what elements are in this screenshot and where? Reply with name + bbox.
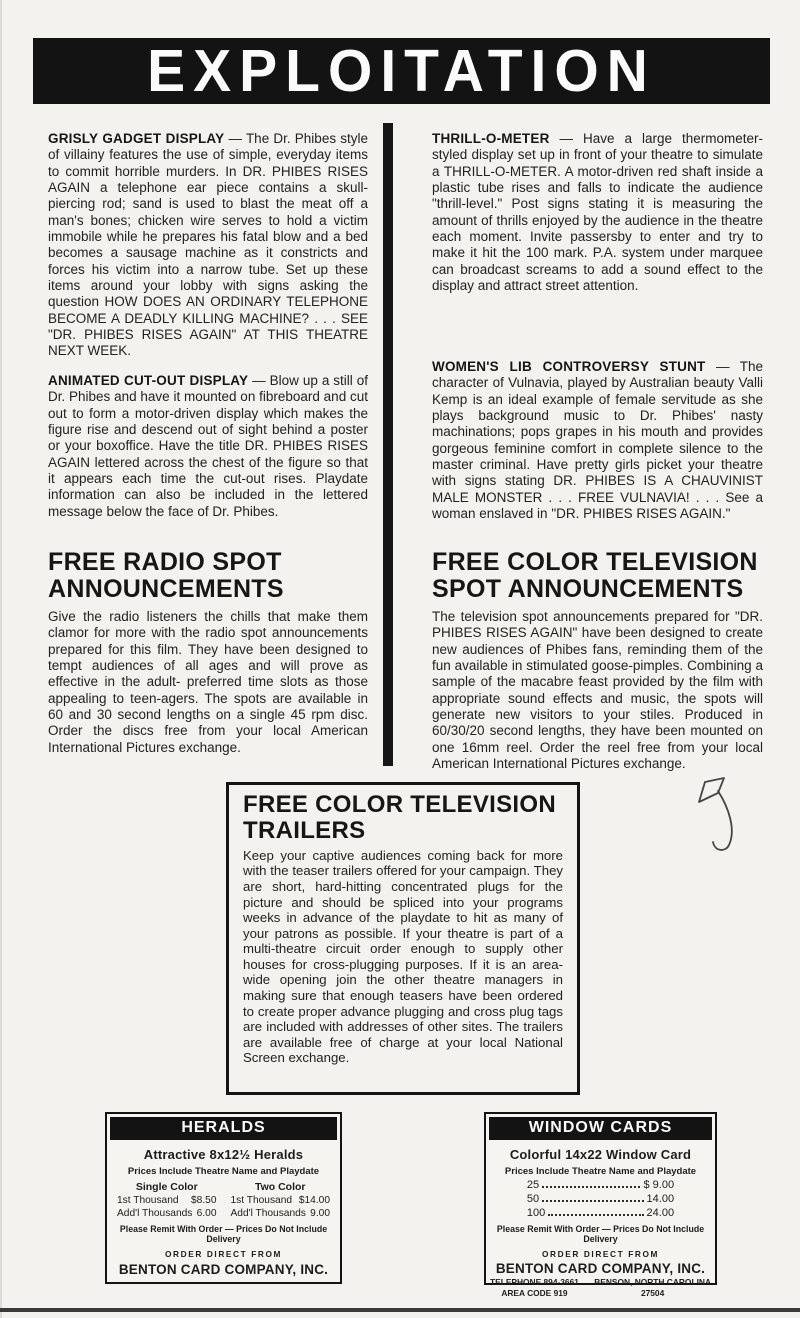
animated-body: — Blow up a still of Dr. Phibes and have it mounted on fibreboard and cut out to form a motor-driven display which makes the figure rise and descend out of sight behind a poster or your boxoffice. Have the title DR. PHIBES RISES AGAIN lettered across the chest of the figure so that it appears each time the cut-out rises. Playdate information can also be included in the lettered message below the face of Dr. Phibes. [48,373,368,519]
heralds-subtitle: Attractive 8x12½ Heralds [143,1147,304,1162]
thrill-lead: THRILL-O-METER [432,131,550,146]
window-cards-note: Prices Include Theatre Name and Playdate [504,1166,697,1177]
grisly-paragraph [48,131,368,360]
radio-heading-line1: FREE RADIO SPOT [48,548,282,576]
price-value: 9.00 [310,1208,330,1219]
radio-spots-section [48,549,368,756]
heralds-price-row [110,1208,337,1219]
window-cards-box [484,1112,717,1298]
price-value: $14.00 [298,1195,330,1206]
banner-title: EXPLOITATION [147,37,656,105]
qty: 100 [526,1207,546,1219]
thrill-body: — Have a large thermometer-styled display set up in front of your theatre to simulate a THRILL-O-METER. A motor-driven red shaft inside a plastic tube rises and falls to indicate the audience "thrill-level." Post signs stating it is measuring the amount of thrills enjoyed by the audience in the theatre each moment. Invite passersby to enter and try to make it hit the 100 mark. P.A. system under marquee can broadcast screams to add a sound effect to the display and attract street attention. [432,131,763,293]
grisly-body: — The Dr. Phibes style of villainy features the use of simple, everyday items to commit horrible murders. In DR. PHIBES RISES AGAIN a telephone ear piece contains a skull-piercing rod; sand is used to blast the meat off a man's bones; chicken wire serves to hold a victim immobile while he prepares his fatal blow and a bed becomes a sausage machine as it constricts and forces his victim into a narrow tube. Set up these items around your lobby with signs asking the question HOW DOES AN ORDINARY TELEPHONE BECOME A DEADLY KILLING MACHINE? . . . SEE "DR. PHIBES RISES AGAIN" AT THIS THEATRE NEXT WEEK. [48,131,369,359]
radio-heading-line2: ANNOUNCEMENTS [48,575,284,603]
tv-spots-heading-line1: FREE COLOR TELEVISION [432,548,758,576]
heralds-order-from: ORDER DIRECT FROM [164,1249,283,1259]
price-label: 1st Thousand [117,1195,179,1206]
window-cards-order-from: ORDER DIRECT FROM [541,1249,660,1259]
animated-lead: ANIMATED CUT-OUT DISPLAY [48,373,249,388]
window-cards-title: WINDOW CARDS [489,1117,712,1140]
price-value: 6.00 [196,1208,217,1219]
tv-trailers-box [226,782,580,1095]
womens-lead: WOMEN'S LIB CONTROVERSY STUNT [432,359,706,374]
tv-spots-heading [432,549,763,603]
window-cards-remit-note: Please Remit With Order — Prices Do Not Include Delivery [496,1224,705,1244]
animated-paragraph [48,373,368,520]
price-value: 14.00 [646,1193,675,1205]
window-cards-footer [489,1277,712,1298]
trailers-heading-line2: TRAILERS [243,816,366,844]
window-cards-phone [490,1277,579,1298]
tv-spots-heading-line2: SPOT ANNOUNCEMENTS [432,575,744,603]
womens-body: — The character of Vulnavia, played by Australian beauty Valli Kemp is an ideal example of female servitude as she plays background music to Dr. Phibes' nasty machinations; pops grapes in his mouth and provides gorgeous feminine comfort in complete silence to the master criminal. Have pretty girls picket your theatre with signs stating DR. PHIBES IS A CHAUVINIST MALE MONSTER . . . FREE VULNAVIA! . . . See a woman enslaved in "DR. PHIBES RISES AGAIN." [432,359,763,521]
window-cards-price-row [527,1193,674,1205]
phone-line1: TELEPHONE 894-3661 [490,1277,579,1287]
dotted-leader [548,1214,643,1216]
window-cards-subtitle: Colorful 14x22 Window Card [509,1147,692,1162]
grisly-lead: GRISLY GADGET DISPLAY [48,131,225,146]
price-value: 24.00 [646,1207,675,1219]
heralds-row2-right [224,1208,338,1219]
exploitation-banner [33,38,770,104]
thrill-o-meter-section [432,131,763,294]
price-value: $8.50 [191,1195,217,1206]
scan-edge-left [0,0,2,1318]
thrill-paragraph [432,131,763,294]
pen-arrow-doodle-icon [682,772,752,867]
price-label: Add'l Thousands [117,1208,193,1219]
heralds-row2-left [110,1208,224,1219]
window-cards-company: BENTON CARD COMPANY, INC. [495,1261,706,1276]
tv-spots-body: The television spot announcements prepared for "DR. PHIBES RISES AGAIN" have been designed to create new audiences of Phibes fans, reminding them of the fun available in stimulated goose-pimples. Combining a sample of the macabre feast provided by the film with appropriate sound effects and music, the spots will generate new visitors to your stiles. Produced in 60/30/20 second lengths, they have been mounted on one 16mm reel. Order the reel free from your local American International Pictures exchange. [432,609,763,771]
animated-cutout-section [48,373,368,520]
qty: 25 [526,1179,540,1191]
dotted-leader [542,1200,643,1202]
qty: 50 [526,1193,540,1205]
womens-paragraph [432,359,763,522]
address-line1: BENSON, NORTH CAROLINA [594,1277,711,1287]
column-divider [383,123,393,766]
womens-lib-section [432,359,763,522]
heralds-remit-note: Please Remit With Order — Prices Do Not Include Delivery [119,1224,328,1244]
window-cards-address [594,1277,711,1298]
address-line2: 27504 [640,1287,665,1298]
price-value: $ 9.00 [643,1179,675,1191]
heralds-title: HERALDS [110,1117,337,1140]
price-label: Add'l Thousands [230,1208,306,1219]
window-cards-price-row [527,1179,674,1191]
scan-edge-bottom [0,1308,800,1312]
heralds-column-headers [110,1181,337,1193]
heralds-company: BENTON CARD COMPANY, INC. [118,1262,329,1277]
radio-spots-heading [48,549,368,603]
heralds-note: Prices Include Theatre Name and Playdate [127,1166,320,1177]
trailers-heading-line1: FREE COLOR TELEVISION [243,791,556,818]
tv-spots-section [432,549,763,772]
heralds-single-color-header: Single Color [135,1181,198,1193]
price-label: 1st Thousand [230,1195,293,1206]
heralds-two-color-header: Two Color [254,1181,306,1193]
heralds-price-row [110,1195,337,1206]
window-cards-price-row [527,1207,674,1219]
grisly-gadget-section [48,131,368,360]
radio-spots-body: Give the radio listeners the chills that make them clamor for more with the radio spot announcements prepared for this film. They have been designed to tempt audiences of all ages and will prove as effective in the adult- preferred time slots as those appealing to teen-agers. The spots are available in 60 and 30 second lengths on a single 45 rpm disc. Order the discs free from your local American International Pictures exchange. [48,609,368,755]
heralds-row1-left [110,1195,224,1206]
heralds-box [105,1112,342,1284]
dotted-leader [542,1186,640,1188]
phone-line2: AREA CODE 919 [501,1287,568,1298]
trailers-body: Keep your captive audiences coming back for more with the teaser trailers offered for your campaign. They are short, hard-hitting concentrated plugs for the picture and should be spliced into your programs weeks in advance of the playdate to hit as many of your patrons as possible. If your theatre is part of a multi-theatre circuit order enough to supply other houses for cross-plugging purposes. If it is an area-wide opening join the other theatre managers in making sure that enough teasers have been ordered to create proper advance plugging and cross plug tags are included with addresses of other sites. The trailers are available free of charge at your local National Screen exchange. [243,847,563,1066]
heralds-row1-right [224,1195,338,1206]
trailers-heading [243,792,563,844]
